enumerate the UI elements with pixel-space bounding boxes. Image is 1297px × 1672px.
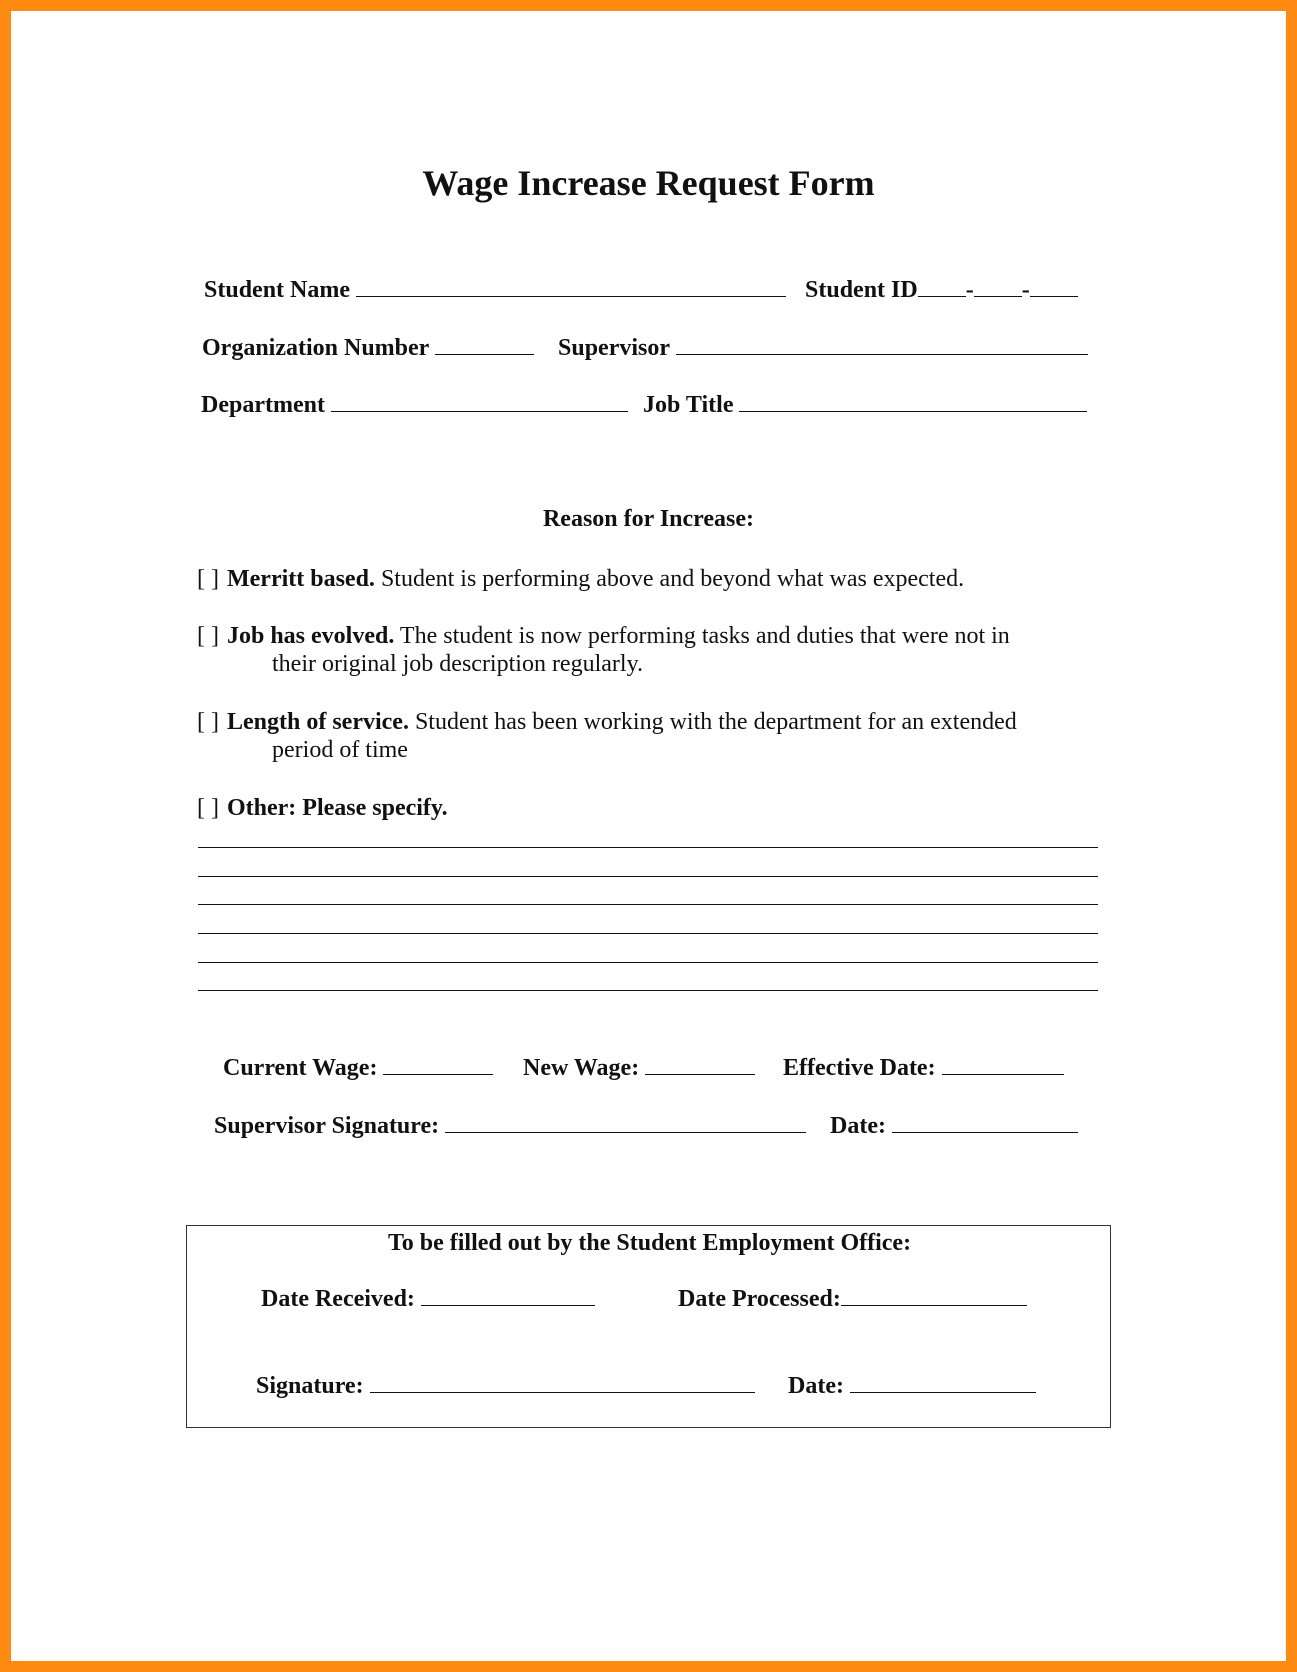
job-title-label: Job Title [643, 392, 734, 418]
reason-option-merit[interactable] [197, 565, 964, 593]
office-date-field [788, 1372, 1036, 1400]
date-received-label: Date Received: [261, 1286, 415, 1312]
checkbox[interactable]: [ ] [197, 566, 219, 592]
office-signature-field [256, 1372, 755, 1400]
reason-option-other[interactable] [197, 794, 448, 822]
date-processed-label: Date Processed: [678, 1286, 841, 1312]
effective-date-blank[interactable] [942, 1054, 1064, 1075]
supervisor-signature-blank[interactable] [445, 1112, 806, 1133]
supervisor-label: Supervisor [558, 335, 670, 361]
org-number-label: Organization Number [202, 335, 429, 361]
supervisor-field [558, 334, 1088, 362]
supervisor-date-field [830, 1112, 1078, 1140]
other-specify-line[interactable] [198, 847, 1098, 848]
supervisor-date-label: Date: [830, 1113, 886, 1139]
option-label: Length of service. [226, 709, 409, 735]
current-wage-field [223, 1054, 493, 1082]
supervisor-signature-label: Supervisor Signature: [214, 1113, 440, 1139]
date-received-field [261, 1285, 595, 1313]
job-title-field [643, 391, 1087, 419]
other-specify-line[interactable] [198, 933, 1098, 934]
other-specify-line[interactable] [198, 904, 1098, 905]
other-specify-line[interactable] [198, 962, 1098, 963]
student-name-blank[interactable] [356, 276, 786, 297]
student-id-blank-2[interactable] [974, 276, 1022, 297]
new-wage-field [523, 1054, 755, 1082]
supervisor-date-blank[interactable] [892, 1112, 1078, 1133]
org-number-field [202, 334, 534, 362]
new-wage-blank[interactable] [645, 1054, 755, 1075]
option-text: Student has been working with the department for an extended [414, 709, 1017, 735]
option-text: Student is performing above and beyond what was expected. [380, 566, 965, 592]
student-id-label: Student ID [805, 277, 918, 303]
effective-date-field [783, 1054, 1064, 1082]
student-name-field [204, 276, 786, 304]
student-name-label: Student Name [204, 277, 351, 303]
checkbox[interactable]: [ ] [197, 623, 219, 649]
department-label: Department [201, 392, 325, 418]
supervisor-signature-field [214, 1112, 806, 1140]
option-label: Other: Please specify. [226, 795, 448, 821]
checkbox[interactable]: [ ] [197, 795, 219, 821]
office-date-blank[interactable] [850, 1372, 1036, 1393]
other-specify-line[interactable] [198, 876, 1098, 877]
student-id-field: Student ID - - [805, 276, 1078, 304]
option-text-continued: period of time [272, 737, 408, 763]
org-number-blank[interactable] [435, 334, 534, 355]
date-received-blank[interactable] [421, 1285, 595, 1306]
form-title: Wage Increase Request Form [422, 163, 875, 203]
department-field [201, 391, 628, 419]
current-wage-label: Current Wage: [223, 1055, 378, 1081]
office-date-label: Date: [788, 1373, 844, 1399]
supervisor-blank[interactable] [676, 334, 1088, 355]
student-id-blank-3[interactable] [1030, 276, 1078, 297]
option-label: Merritt based. [226, 566, 375, 592]
option-label: Job has evolved. [226, 623, 395, 649]
current-wage-blank[interactable] [383, 1054, 493, 1075]
option-text-continued: their original job description regularly. [272, 651, 644, 677]
option-text: The student is now performing tasks and duties that were not in [399, 623, 1010, 649]
checkbox[interactable]: [ ] [197, 709, 219, 735]
job-title-blank[interactable] [739, 391, 1087, 412]
date-processed-blank[interactable] [841, 1285, 1027, 1306]
department-blank[interactable] [331, 391, 628, 412]
office-signature-label: Signature: [256, 1373, 364, 1399]
reason-option-length-of-service[interactable] [197, 708, 1017, 736]
effective-date-label: Effective Date: [783, 1055, 936, 1081]
new-wage-label: New Wage: [523, 1055, 640, 1081]
office-heading: To be filled out by the Student Employment Office: [387, 1230, 912, 1256]
office-signature-blank[interactable] [370, 1372, 755, 1393]
other-specify-line[interactable] [198, 990, 1098, 991]
reason-heading: Reason for Increase: [542, 506, 755, 532]
student-id-blank-1[interactable] [918, 276, 966, 297]
reason-option-job-evolved[interactable] [197, 622, 1010, 650]
date-processed-field [678, 1285, 1027, 1313]
office-use-box [186, 1225, 1111, 1428]
